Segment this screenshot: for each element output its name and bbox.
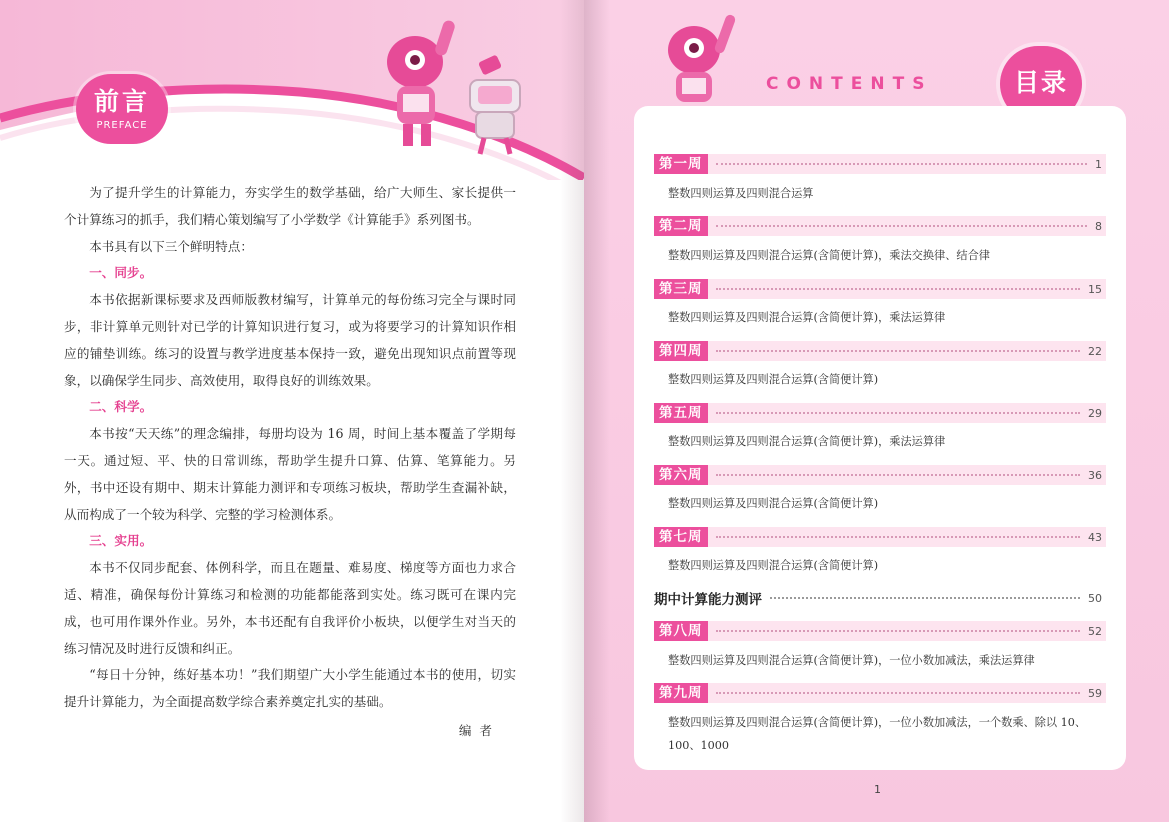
toc-description: 整数四则运算及四则混合运算(含简便计算)，一位小数加减法，一个数乘、除以 10、100、1000 [668, 716, 1087, 752]
toc-entry-week-3[interactable] [654, 279, 1106, 299]
toc-leader [716, 163, 1088, 165]
toc-leader [770, 597, 1080, 599]
page-number: 1 [874, 783, 881, 796]
toc-page-number: 29 [1088, 406, 1102, 420]
toc-entry-week-1[interactable] [654, 154, 1106, 174]
toc-entry-week-5[interactable] [654, 403, 1106, 423]
toc-entry-week-9[interactable] [654, 683, 1106, 703]
toc-page-number: 50 [1088, 591, 1102, 605]
toc-week-label: 第二周 [654, 216, 708, 236]
toc-leader [716, 630, 1081, 632]
toc-page-number: 1 [1095, 157, 1102, 171]
signature: 编者 [458, 722, 500, 738]
preface-badge [76, 74, 168, 144]
toc-week-label: 第七周 [654, 527, 708, 547]
toc-panel [634, 106, 1126, 770]
toc-description: 整数四则运算及四则混合运算 [668, 187, 814, 200]
toc-week-label: 第三周 [654, 279, 708, 299]
toc-midterm-title: 期中计算能力测评 [654, 592, 762, 608]
toc-description: 整数四则运算及四则混合运算(含简便计算)，乘法运算律 [668, 435, 946, 448]
toc-leader [716, 288, 1081, 290]
toc-leader [716, 536, 1081, 538]
toc-page-number: 43 [1088, 530, 1102, 544]
toc-page-number: 59 [1088, 686, 1102, 700]
toc-page-number: 52 [1088, 624, 1102, 638]
toc-entry-midterm[interactable] [654, 588, 1106, 608]
toc-week-label: 第六周 [654, 465, 708, 485]
toc-leader [716, 412, 1081, 414]
spine-shadow [584, 0, 610, 822]
section-heading: 三、实用。 [89, 533, 153, 549]
toc-week-label: 第一周 [654, 154, 708, 174]
toc-description: 整数四则运算及四则混合运算(含简便计算)，一位小数加减法，乘法运算律 [668, 654, 1035, 667]
preface-paragraph: 本书不仅同步配套、体例科学，而且在题量、难易度、梯度等方面也力求合适、精准，确保每份计算练习和检测的功能都能落到实处。练习既可在课内完成，也可用作课外作业。另外，本书还配有自我评价小板块，以便学生对当天的练习情况及时进行反馈和纠正。 [64, 560, 516, 656]
toc-leader [716, 350, 1081, 352]
section-heading: 二、科学。 [89, 399, 153, 415]
preface-paragraph: 本书依据新课标要求及西师版教材编写，计算单元的每份练习完全与课时同步，非计算单元则针对已学的计算知识进行复习，或为将要学习的计算知识作相应的铺垫训练。练习的设置与教学进度基本保持一致，避免出现知识点前置等现象，以确保学生同步、高效使用，取得良好的训练效果。 [64, 292, 516, 388]
preface-subtitle: PREFACE [96, 120, 148, 131]
contents-badge: 目录 [1000, 46, 1082, 122]
toc-entry-week-4[interactable] [654, 341, 1106, 361]
toc-entry-week-7[interactable] [654, 527, 1106, 547]
contents-title: CONTENTS [766, 74, 933, 94]
toc-description: 整数四则运算及四则混合运算(含简便计算)，乘法运算律 [668, 311, 946, 324]
preface-body [64, 180, 516, 745]
toc-page-number: 8 [1095, 219, 1102, 233]
preface-page [0, 0, 584, 822]
preface-paragraph: “每日十分钟，练好基本功！”我们期望广大小学生能通过本书的使用，切实提升计算能力，为全面提高数学综合素养奠定扎实的基础。 [64, 667, 516, 710]
toc-page-number: 36 [1088, 468, 1102, 482]
toc-page-number: 15 [1088, 282, 1102, 296]
toc-leader [716, 474, 1081, 476]
preface-paragraph: 为了提升学生的计算能力，夯实学生的数学基础，给广大师生、家长提供一个计算练习的抓手，我们精心策划编写了小学数学《计算能手》系列图书。 [64, 185, 516, 227]
spine-shadow [560, 0, 584, 822]
toc-week-label: 第九周 [654, 683, 708, 703]
toc-leader [716, 225, 1088, 227]
toc-description: 整数四则运算及四则混合运算(含简便计算) [668, 497, 879, 510]
preface-paragraph: 本书按“天天练”的理念编排，每册均设为 16 周，时间上基本覆盖了学期每一天。通过短、平、快的日常训练，帮助学生提升口算、估算、笔算能力。另外，书中还设有期中、期末计算能力测评和专项练习板块，帮助学生查漏补缺，从而构成了一个较为科学、完整的学习检测体系。 [64, 426, 516, 522]
toc-week-label: 第五周 [654, 403, 708, 423]
toc-description: 整数四则运算及四则混合运算(含简便计算) [668, 559, 879, 572]
robot-mascot-icon [656, 10, 756, 110]
toc-leader [716, 692, 1081, 694]
preface-paragraph: 本书具有以下三个鲜明特点： [89, 238, 253, 254]
toc-week-label: 第四周 [654, 341, 708, 361]
toc-entry-week-6[interactable] [654, 465, 1106, 485]
contents-page [584, 0, 1169, 822]
preface-title: 前言 [93, 87, 150, 116]
toc-entry-week-2[interactable] [654, 216, 1106, 236]
section-heading: 一、同步。 [89, 265, 153, 281]
toc-entry-week-8[interactable] [654, 621, 1106, 641]
toc-week-label: 第八周 [654, 621, 708, 641]
toc-description: 整数四则运算及四则混合运算(含简便计算)，乘法交换律、结合律 [668, 249, 990, 262]
toc-page-number: 22 [1088, 344, 1102, 358]
toc-description: 整数四则运算及四则混合运算(含简便计算) [668, 373, 879, 386]
